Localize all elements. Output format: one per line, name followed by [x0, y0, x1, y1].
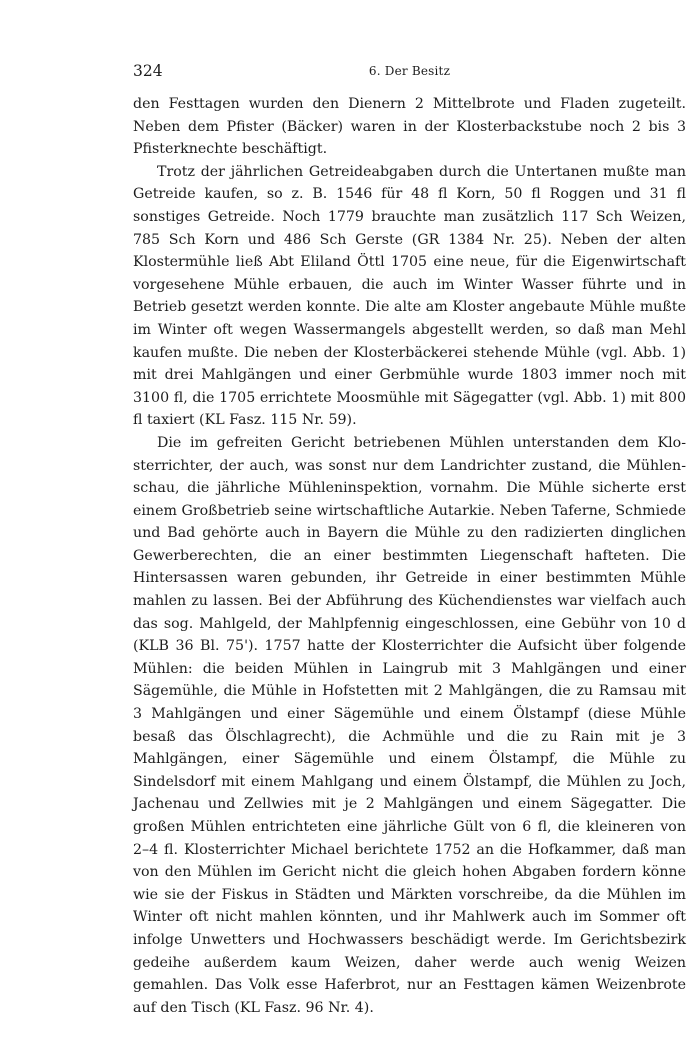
chapter-title: 6. Der Besitz [368, 64, 451, 78]
running-head [133, 60, 686, 82]
page-number: 324 [133, 62, 163, 80]
book-page [133, 60, 686, 1019]
paragraph-continuation: den Festtagen wurden den Dienern 2 Mittelbrote und Fladen zugeteilt. Neben dem Pfister (Bäcker) waren in der Klosterbackstube noch 2 bis 3 Pfisterknechte beschäftigt. [133, 96, 686, 158]
paragraph-grain-and-mills: Trotz der jährlichen Getreideabgaben durch die Untertanen mußte man Getreide kaufen, so z. B. 1546 für 48 fl Korn, 50 fl Roggen und 31 fl sonstiges Getreide. Noch 1779 brauchte man zusätzlich 117 Sch Weizen, 785 Sch Korn und 486 Sch Gerste (GR 1384 Nr. 25). Neben der alten Klostermühle ließ Abt Eliland Öttl 1705 eine neue, für die Eigenwirtschaft vorgesehene Mühle erbauen, die auch im Winter Wasser führte und in Betrieb gesetzt werden konnte. Die alte am Kloster angebaute Mühle mußte im Winter oft wegen Wassermangels abgestellt werden, so daß man Mehl kaufen mußte. Die neben der Klosterbäckerei stehende Mühle (vgl. Abb. 1) mit drei Mahlgängen und einer Gerbmühle wurde 1803 immer noch mit 3100 fl, die 1705 errichtete Moosmühle mit Sägegatter (vgl. Abb. 1) mit 800 fl taxiert (KL Fasz. 115 Nr. 59). [133, 163, 686, 429]
body-text [133, 93, 686, 1019]
paragraph-court-mills: Die im gefreiten Gericht betriebenen Mühlen unterstanden dem Klosterrichter, der auch, was sonst nur dem Landrichter zustand, die Mühlenschau, die jährliche Mühleninspektion, vornahm. Die Mühle sicherte erst einem Großbetrieb seine wirtschaftliche Autarkie. Neben Taferne, Schmiede und Bad gehörte auch in Bayern die Mühle zu den radizierten dinglichen Gewerberechten, die an einer bestimmten Liegenschaft hafteten. Die Hintersassen waren gebunden, ihr Getreide in einer bestimmten Mühle mahlen zu lassen. Bei der Abführung des Küchendienstes war vielfach auch das sog. Mahlgeld, der Mahlpfennig eingeschlossen, eine Gebühr von 10 d (KLB 36 Bl. 75'). 1757 hatte der Klosterrichter die Aufsicht über folgende Mühlen: die beiden Mühlen in Laingrub mit 3 Mahlgängen und einer Sägemühle, die Mühle in Hofstetten mit 2 Mahlgängen, die zu Ramsau mit 3 Mahlgängen und einer Sägemühle und einem Ölstampf (diese Mühle besaß das Ölschlagrecht), die Achmühle und die zu Rain mit je 3 Mahlgängen, einer Sägemühle und einem Ölstampf, die Mühle zu Sindelsdorf mit einem Mahlgang und einem Ölstampf, die Mühlen zu Joch, Jachenau und Zellwies mit je 2 Mahlgängen und einem Sägegatter. Die großen Mühlen entrichteten eine jährliche Gült von 6 fl, die kleineren von 2–4 fl. Klosterrichter Michael berichtete 1752 an die Hofkammer, daß man von den Mühlen im Gericht nicht die gleich hohen Abgaben fordern könne wie sie der Fiskus in Städten und Märkten vorschreibe, da die Mühlen im Winter oft nicht mahlen könnten, und ihr Mahlwerk auch im Sommer oft infolge Unwetters und Hochwassers beschädigt werde. Im Gerichtsbezirk gedeihe außerdem kaum Weizen, daher werde auch wenig Weizen gemahlen. Das Volk esse Haferbrot, nur an Festtagen kämen Weizenbrote auf den Tisch (KL Fasz. 96 Nr. 4). [133, 434, 686, 1016]
